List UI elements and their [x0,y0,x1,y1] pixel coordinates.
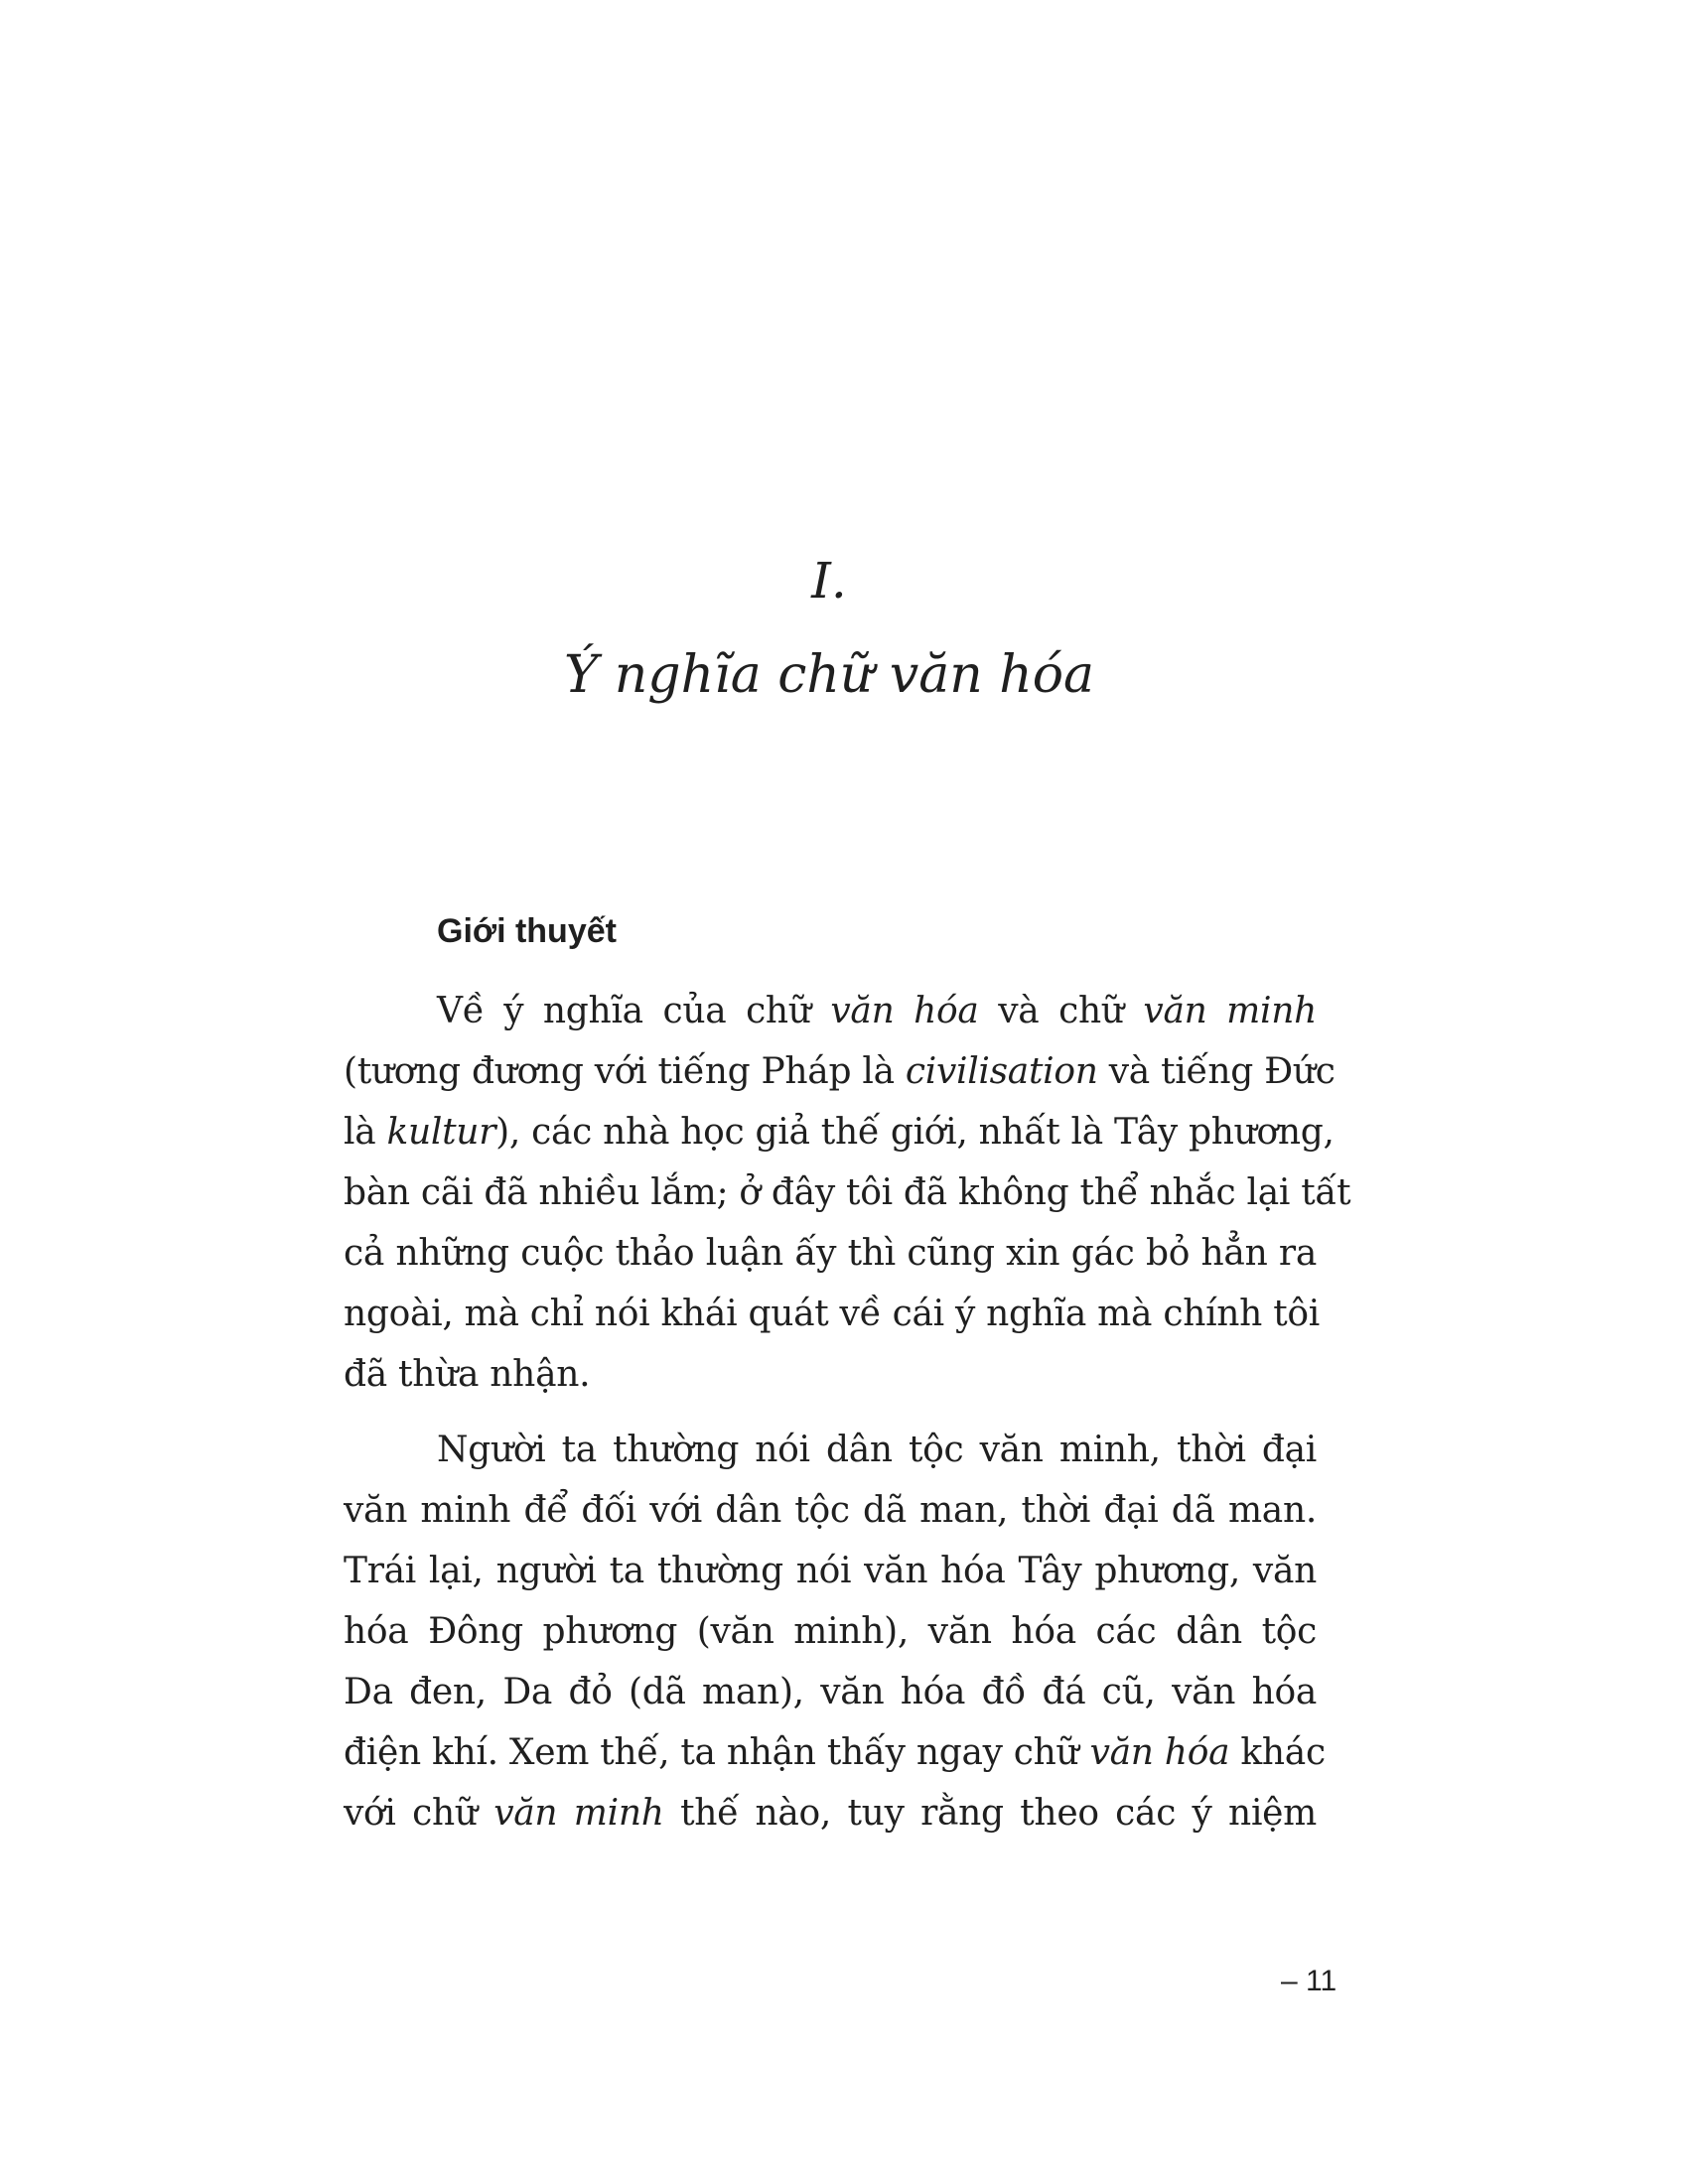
section-heading: Giới thuyết [437,912,617,950]
text-run: là [344,1112,387,1153]
italic-term: văn hóa [1089,1732,1230,1773]
text-run: và tiếng Đức [1097,1051,1336,1092]
text-run: Về ý nghĩa của chữ [437,991,831,1031]
text-run: ), các nhà học giả thế giới, nhất là Tây phương, [495,1112,1335,1153]
italic-term: văn minh [1143,991,1317,1031]
paragraph-line [344,1783,1317,1843]
paragraph-line [344,1102,1335,1162]
text-run: thế nào, tuy rằng theo các ý niệm [663,1793,1317,1834]
paragraph-line: bàn cãi đã nhiều lắm; ở đây tôi đã không thể nhắc lại tất [344,1172,1351,1213]
text-run: (tương đương với tiếng Pháp là [344,1051,906,1092]
paragraph-line [344,1041,1336,1102]
italic-term: civilisation [905,1051,1098,1092]
text-run: và chữ [978,991,1144,1031]
paragraph-line: Trái lại, người ta thường nói văn hóa Tây phương, văn [344,1551,1317,1591]
paragraph-line: đã thừa nhận. [344,1354,591,1395]
text-run: điện khí. Xem thế, ta nhận thấy ngay chữ [344,1732,1090,1773]
paragraph-line: Da đen, Da đỏ (dã man), văn hóa đồ đá cũ, văn hóa [344,1672,1317,1712]
italic-term: kultur [386,1112,496,1153]
chapter-title: Ý nghĩa chữ văn hóa [563,645,1095,705]
italic-term: văn hóa [830,991,979,1031]
paragraph-line [344,1722,1326,1783]
body-paragraph-1 [344,981,1351,1405]
paragraph-line: cả những cuộc thảo luận ấy thì cũng xin gác bỏ hẳn ra [344,1233,1317,1274]
chapter-number: I. [811,552,847,610]
paragraph-line: ngoài, mà chỉ nói khái quát về cái ý nghĩa mà chính tôi [344,1294,1320,1334]
text-run: với chữ [344,1793,494,1834]
body-paragraph-2 [344,1420,1326,1843]
italic-term: văn minh [493,1793,664,1834]
paragraph-line [344,981,1317,1041]
page-number: – 11 [1281,1965,1337,1997]
paragraph-line: hóa Đông phương (văn minh), văn hóa các dân tộc [344,1611,1317,1652]
text-run: khác [1229,1732,1326,1773]
paragraph-line: văn minh để đối với dân tộc dã man, thời đại dã man. [344,1490,1317,1531]
paragraph-line: Người ta thường nói dân tộc văn minh, thời đại [437,1430,1317,1470]
